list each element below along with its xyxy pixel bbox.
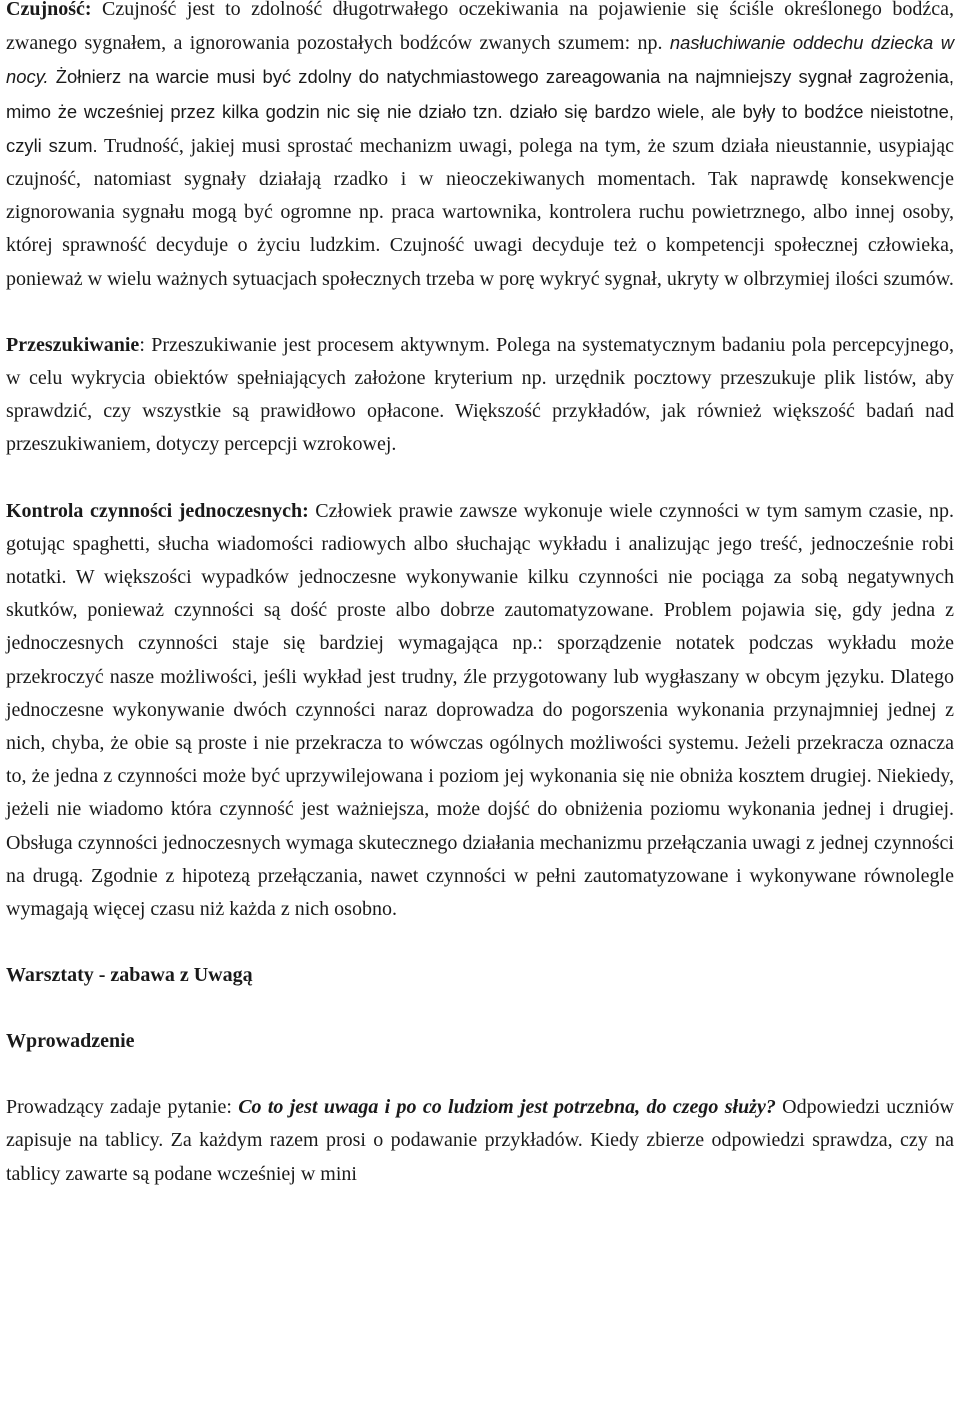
prowadzacy-lead: Prowadzący zadaje pytanie:	[6, 1096, 239, 1119]
czujnosc-definition: Czujność jest to zdolność długotrwałego oczekiwania na pojawienie się ściśle określonego bodźca, zwanego sygnałem, a ignorowania pozostałych bodźców zwanych szumem: np.	[6, 0, 954, 55]
prowadzacy-text: Odpowiedzi uczniów zapisuje na tablicy. Za każdym razem prosi o podawanie przykładów. Kiedy zbierze odpowiedzi sprawdza, czy na tablicy zawarte są podane wcześniej w mini	[6, 1096, 954, 1185]
paragraph-kontrola	[6, 495, 954, 927]
prowadzacy-question: Co to jest uwaga i po co ludziom jest potrzebna, do czego służy?	[238, 1096, 776, 1119]
heading-warsztaty: Warsztaty - zabawa z Uwagą	[6, 964, 253, 987]
spacer	[6, 992, 954, 1025]
heading-wprowadzenie: Wprowadzenie	[6, 1030, 135, 1053]
spacer	[6, 926, 954, 959]
paragraph-prowadzacy	[6, 1091, 954, 1191]
spacer	[6, 462, 954, 495]
spacer	[6, 296, 954, 329]
term-czujnosc: Czujność:	[6, 0, 92, 20]
paragraph-przeszukiwanie	[6, 329, 954, 462]
spacer	[6, 1058, 954, 1091]
paragraph-czujnosc	[6, 0, 954, 296]
czujnosc-soldier-text: Żołnierz na warcie musi być zdolny do natychmiastowego zareagowania na najmniejszy sygnał zagrożenia, mimo że wcześniej przez kilka godzin nic się nie działo tzn. działo się bardzo wiele, ale były to bodźce nieistotne, czyli szum.	[6, 66, 954, 156]
czujnosc-example: nasłuchiwanie oddechu dziecka w nocy.	[6, 32, 955, 88]
term-przeszukiwanie: Przeszukiwanie	[6, 333, 140, 356]
term-kontrola: Kontrola czynności jednoczesnych:	[6, 499, 309, 522]
kontrola-text: Człowiek prawie zawsze wykonuje wiele czynności w tym samym czasie, np. gotując spaghetti, słucha wiadomości radiowych albo słuchając wykładu i analizując jego treść, jednocześnie robi notatki. W większości wypadków jednoczesne wykonywanie kilku czynności nie pociąga za sobą negatywnych skutków, ponieważ czynności są dość proste albo dobrze zautomatyzowane. Problem pojawia się, gdy jedna z jednoczesnych czynności staje się bardziej wymagająca np.: sporządzenie notatek podczas wykładu może przekroczyć nasze możliwości, jeśli wykład jest trudny, źle przygotowany lub wygłaszany w obcym języku. Dlatego jednoczesne wykonywanie dwóch czynności naraz doprowadza do pogorszenia wykonania przynajmniej jednej z nich, chyba, że obie są proste i nie przekracza to wówczas ogólnych możliwości systemu. Jeżeli przekracza oznacza to, że jedna z czynności może być uprzywilejowana i poziom jej wykonania się nie obniża kosztem drugiej. Niekiedy, jeżeli nie wiadomo która czynność jest ważniejsza, może dojść do obniżenia poziomu wykonania jednej i drugiej. Obsługa czynności jednoczesnych wymaga skutecznego działania mechanizmu przełączania uwagi z jednej czynności na drugą. Zgodnie z hipotezą przełączania, nawet czynności w pełni zautomatyzowane i wykonywane równolegle wymagają więcej czasu niż każda z nich osobno.	[6, 499, 955, 921]
czujnosc-difficulty-text: Trudność, jakiej musi sprostać mechanizm uwagi, polega na tym, że szum działa nieustannie, usypiając czujność, natomiast sygnały działają rzadko i w nieoczekiwanych momentach. Tak naprawdę konsekwencje zignorowania sygnału mogą być ogromne np. praca wartownika, kontrolera ruchu powietrznego, albo innej osoby, której sprawność decyduje o życiu ludzkim. Czujność uwagi decyduje też o kompetencji społecznej człowieka, ponieważ w wielu ważnych sytuacjach społecznych trzeba w porę wykryć sygnał, ukryty w olbrzymiej ilości szumów.	[6, 134, 954, 290]
przeszukiwanie-text: : Przeszukiwanie jest procesem aktywnym. Polega na systematycznym badaniu pola percepcyjnego, w celu wykrycia obiektów spełniających założone kryterium np. urzędnik pocztowy przeszukuje plik listów, aby sprawdzić, czy wszystkie są prawidłowo opłacone. Większość przykładów, jak również większość badań nad przeszukiwaniem, dotyczy percepcji wzrokowej.	[6, 333, 954, 456]
